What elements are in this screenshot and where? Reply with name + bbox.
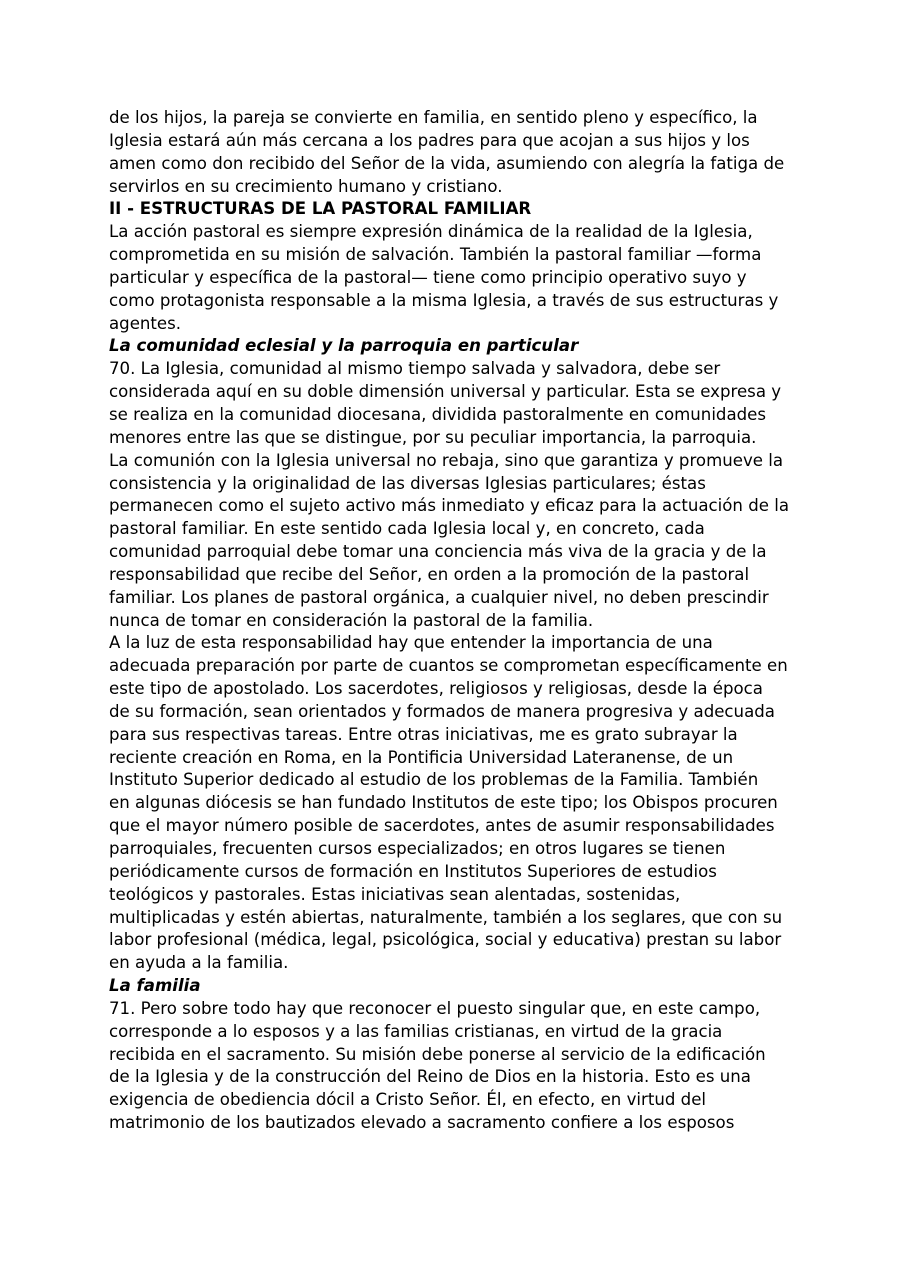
text-line: teológicos y pastorales. Estas iniciativas sean alentadas, sostenidas,: [109, 884, 681, 904]
text-line: considerada aquí en su doble dimensión universal y particular. Esta se expresa y: [109, 382, 782, 402]
text-line: particular y específica de la pastoral— tiene como principio operativo suyo y: [109, 267, 747, 287]
text-line: La acción pastoral es siempre expresión dinámica de la realidad de la Iglesia,: [109, 222, 753, 242]
text-line: 70. La Iglesia, comunidad al mismo tiempo salvada y salvadora, debe ser: [109, 359, 721, 379]
text-line: comunidad parroquial debe tomar una conciencia más viva de la gracia y de la: [109, 542, 767, 562]
text-line: pastoral familiar. En este sentido cada Iglesia local y, en concreto, cada: [109, 519, 705, 539]
text-line: se realiza en la comunidad diocesana, dividida pastoralmente en comunidades: [109, 404, 767, 424]
text-line: corresponde a lo esposos y a las familias cristianas, en virtud de la gracia: [109, 1021, 723, 1041]
text-line: familiar. Los planes de pastoral orgánica, a cualquier nivel, no deben prescindir: [109, 587, 769, 607]
text-line: en ayuda a la familia.: [109, 953, 289, 973]
text-line: A la luz de esta responsabilidad hay que entender la importancia de una: [109, 633, 713, 653]
section-heading: II - ESTRUCTURAS DE LA PASTORAL FAMILIAR: [109, 199, 532, 219]
text-line: 71. Pero sobre todo hay que reconocer el puesto singular que, en este campo,: [109, 998, 761, 1018]
text-line: comprometida en su misión de salvación. También la pastoral familiar —forma: [109, 245, 762, 265]
text-line: servirlos en su crecimiento humano y cristiano.: [109, 176, 503, 196]
text-line: La comunión con la Iglesia universal no rebaja, sino que garantiza y promueve la: [109, 450, 784, 470]
text-line: parroquiales, frecuenten cursos especializados; en otros lugares se tienen: [109, 839, 726, 858]
text-line: consistencia y la originalidad de las diversas Iglesias particulares; éstas: [109, 473, 706, 493]
text-line: recibida en el sacramento. Su misión debe ponerse al servicio de la edificación: [109, 1044, 766, 1064]
text-line: de la Iglesia y de la construcción del Reino de Dios en la historia. Esto es una: [109, 1067, 751, 1087]
text-line: amen como don recibido del Señor de la vida, asumiendo con alegría la fatiga de: [109, 153, 785, 173]
text-line: nunca de tomar en consideración la pastoral de la familia.: [109, 610, 594, 630]
text-line: de los hijos, la pareja se convierte en familia, en sentido pleno y específico, la: [109, 108, 758, 127]
text-line: Iglesia estará aún más cercana a los padres para que acojan a sus hijos y los: [109, 130, 750, 150]
text-line: Instituto Superior dedicado al estudio de los problemas de la Familia. También: [109, 770, 759, 790]
text-line: matrimonio de los bautizados elevado a sacramento confiere a los esposos: [109, 1113, 735, 1133]
text-line: como protagonista responsable a la misma Iglesia, a través de sus estructuras y: [109, 290, 779, 310]
text-line: multiplicadas y estén abiertas, naturalmente, también a los seglares, que con su: [109, 907, 783, 927]
text-line: de su formación, sean orientados y formados de manera progresiva y adecuada: [109, 701, 775, 721]
text-line: reciente creación en Roma, en la Pontificia Universidad Lateranense, de un: [109, 747, 734, 767]
text-line: exigencia de obediencia dócil a Cristo Señor. Él, en efecto, en virtud del: [109, 1090, 707, 1110]
text-line: agentes.: [109, 313, 182, 333]
text-line: que el mayor número posible de sacerdotes, antes de asumir responsabilidades: [109, 816, 775, 836]
text-line: este tipo de apostolado. Los sacerdotes, religiosos y religiosas, desde la época: [109, 679, 763, 699]
subsection-heading: La comunidad eclesial y la parroquia en particular: [109, 336, 579, 356]
document-page: [109, 107, 799, 1135]
text-line: en algunas diócesis se han fundado Institutos de este tipo; los Obispos procuren: [109, 793, 778, 813]
subsection-heading: La familia: [109, 976, 201, 996]
text-line: permanecen como el sujeto activo más inmediato y eficaz para la actuación de la: [109, 496, 789, 516]
text-line: menores entre las que se distingue, por su peculiar importancia, la parroquia.: [109, 427, 757, 447]
text-line: labor profesional (médica, legal, psicológica, social y educativa) prestan su labor: [109, 930, 782, 950]
text-line: responsabilidad que recibe del Señor, en orden a la promoción de la pastoral: [109, 564, 750, 584]
text-line: adecuada preparación por parte de cuantos se comprometan específicamente en: [109, 656, 788, 676]
text-line: para sus respectivas tareas. Entre otras iniciativas, me es grato subrayar la: [109, 724, 738, 744]
text-line: periódicamente cursos de formación en Institutos Superiores de estudios: [109, 861, 717, 881]
